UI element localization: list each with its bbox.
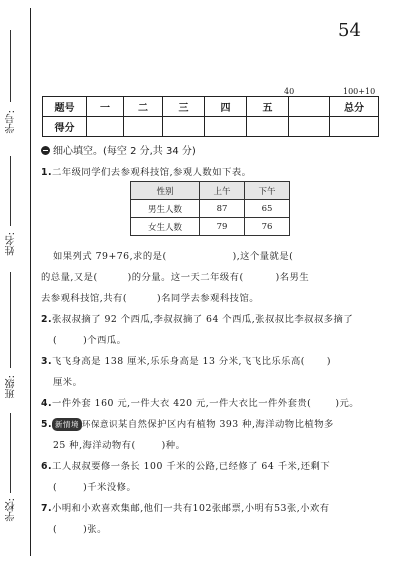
score-row-label: 得分	[43, 117, 87, 137]
question-6-line-2	[53, 479, 136, 493]
text-segment: 如果列式 79+76,求的是(	[53, 251, 167, 262]
score-table-header-row	[43, 97, 379, 117]
score-header-cell: 二	[124, 97, 163, 117]
question-6-line-1	[41, 458, 330, 472]
visitor-cell: 男生人数	[131, 200, 200, 218]
binding-divider	[30, 8, 31, 556]
question-7-line-2	[53, 521, 107, 535]
text-segment: 去参观科技馆,共有(	[41, 293, 127, 304]
student-id-line	[10, 30, 11, 102]
question-number: 3.	[41, 356, 53, 367]
score-cell[interactable]	[87, 117, 124, 137]
side-label-name: 姓名:	[6, 232, 17, 256]
topic-tag: 环保意识	[82, 420, 119, 430]
question-2-line-2	[53, 332, 126, 346]
school-line	[10, 413, 11, 493]
text-segment: 厘米。	[53, 377, 83, 388]
question-number: 5.	[41, 419, 53, 430]
score-cell[interactable]	[124, 117, 163, 137]
score-cell[interactable]	[247, 117, 289, 137]
score-label-40: 40	[284, 87, 295, 96]
question-2-line-1	[41, 311, 353, 325]
visitor-table-row	[131, 200, 290, 218]
question-1-line-3	[41, 290, 259, 304]
question-1-line-2	[41, 269, 309, 283]
question-1-intro	[41, 164, 251, 178]
text-segment: )个西瓜。	[83, 335, 127, 346]
text-segment: 小明和小欢喜欢集邮,他们一共有102张邮票,小明有53张,小欢有	[52, 503, 330, 514]
text-segment: (	[53, 335, 58, 346]
page-number: 54	[338, 20, 361, 41]
score-cell[interactable]	[330, 117, 379, 137]
side-label-student-id: 学号:	[6, 110, 17, 134]
new-context-badge: 新情境	[52, 418, 82, 431]
text-segment: )	[326, 356, 332, 367]
text-segment: )的分量。这一天二年级有(	[127, 272, 244, 283]
side-label-class: 班级:	[6, 375, 17, 399]
text-segment: )名同学去参观科技馆。	[156, 293, 260, 304]
text-segment: (	[53, 524, 58, 535]
score-cell[interactable]	[163, 117, 205, 137]
text-segment: 张叔叔摘了 92 个西瓜,李叔叔摘了 64 个西瓜,张叔叔比李叔叔多摘了	[52, 314, 354, 325]
class-line	[10, 272, 11, 368]
section-heading	[41, 142, 196, 157]
score-header-cell: 三	[163, 97, 205, 117]
score-cell[interactable]	[205, 117, 247, 137]
side-label-school: 学校:	[6, 498, 17, 522]
text-segment: 工人叔叔要修一条长 100 千米的公路,已经修了 64 千米,还剩下	[52, 461, 331, 472]
text-segment: 的总量,又是(	[41, 272, 98, 283]
visitor-table	[130, 181, 290, 236]
text-segment: )元。	[335, 398, 360, 409]
question-number: 6.	[41, 461, 53, 472]
minus-circle-icon	[41, 146, 50, 155]
score-label-110: 100+10	[343, 87, 376, 96]
visitor-cell: 87	[200, 200, 245, 218]
score-header-cell	[289, 97, 330, 117]
visitor-header-cell: 下午	[245, 182, 290, 200]
question-4-line-1	[41, 395, 359, 409]
question-number: 7.	[41, 503, 53, 514]
name-line	[10, 156, 11, 226]
score-header-cell: 四	[205, 97, 247, 117]
question-1-line-1	[53, 248, 293, 262]
question-number: 4.	[41, 398, 53, 409]
visitor-table-row	[131, 218, 290, 236]
visitor-cell: 79	[200, 218, 245, 236]
text-segment: 一件外套 160 元,一件大衣 420 元,一件大衣比一件外套贵(	[52, 398, 312, 409]
visitor-table-header	[131, 182, 290, 200]
text-segment: )种。	[161, 440, 186, 451]
question-5-line-1	[41, 416, 334, 431]
text-segment: (	[53, 482, 58, 493]
question-7-line-1	[41, 500, 330, 514]
score-cell[interactable]	[289, 117, 330, 137]
text-segment: ),这个量就是(	[232, 251, 294, 262]
text-segment: 某自然保护区内有植物 393 种,海洋动物比植物多	[118, 419, 334, 430]
visitor-header-cell: 上午	[200, 182, 245, 200]
question-3-line-1	[41, 353, 331, 367]
question-5-line-2	[53, 437, 185, 451]
question-number: 2.	[41, 314, 53, 325]
section-title: 细心填空。(每空 2 分,共 34 分)	[53, 146, 196, 157]
score-header-cell: 总分	[330, 97, 379, 117]
visitor-cell: 65	[245, 200, 290, 218]
score-table-score-row	[43, 117, 379, 137]
question-3-line-2	[53, 374, 82, 388]
visitor-header-cell: 性别	[131, 182, 200, 200]
text-segment: 飞飞身高是 138 厘米,乐乐身高是 13 分米,飞飞比乐乐高(	[52, 356, 305, 367]
text-segment: )名男生	[275, 272, 310, 283]
visitor-cell: 76	[245, 218, 290, 236]
score-header-cell: 五	[247, 97, 289, 117]
text-segment: 25 种,海洋动物有(	[53, 440, 136, 451]
question-1-text: 二年级同学们去参观科技馆,参观人数如下表。	[52, 167, 252, 178]
question-number: 1.	[41, 167, 53, 178]
text-segment: )张。	[83, 524, 107, 535]
score-header-cell: 一	[87, 97, 124, 117]
text-segment: )千米没修。	[83, 482, 137, 493]
visitor-cell: 女生人数	[131, 218, 200, 236]
score-header-cell: 题号	[43, 97, 87, 117]
score-table	[42, 96, 379, 137]
